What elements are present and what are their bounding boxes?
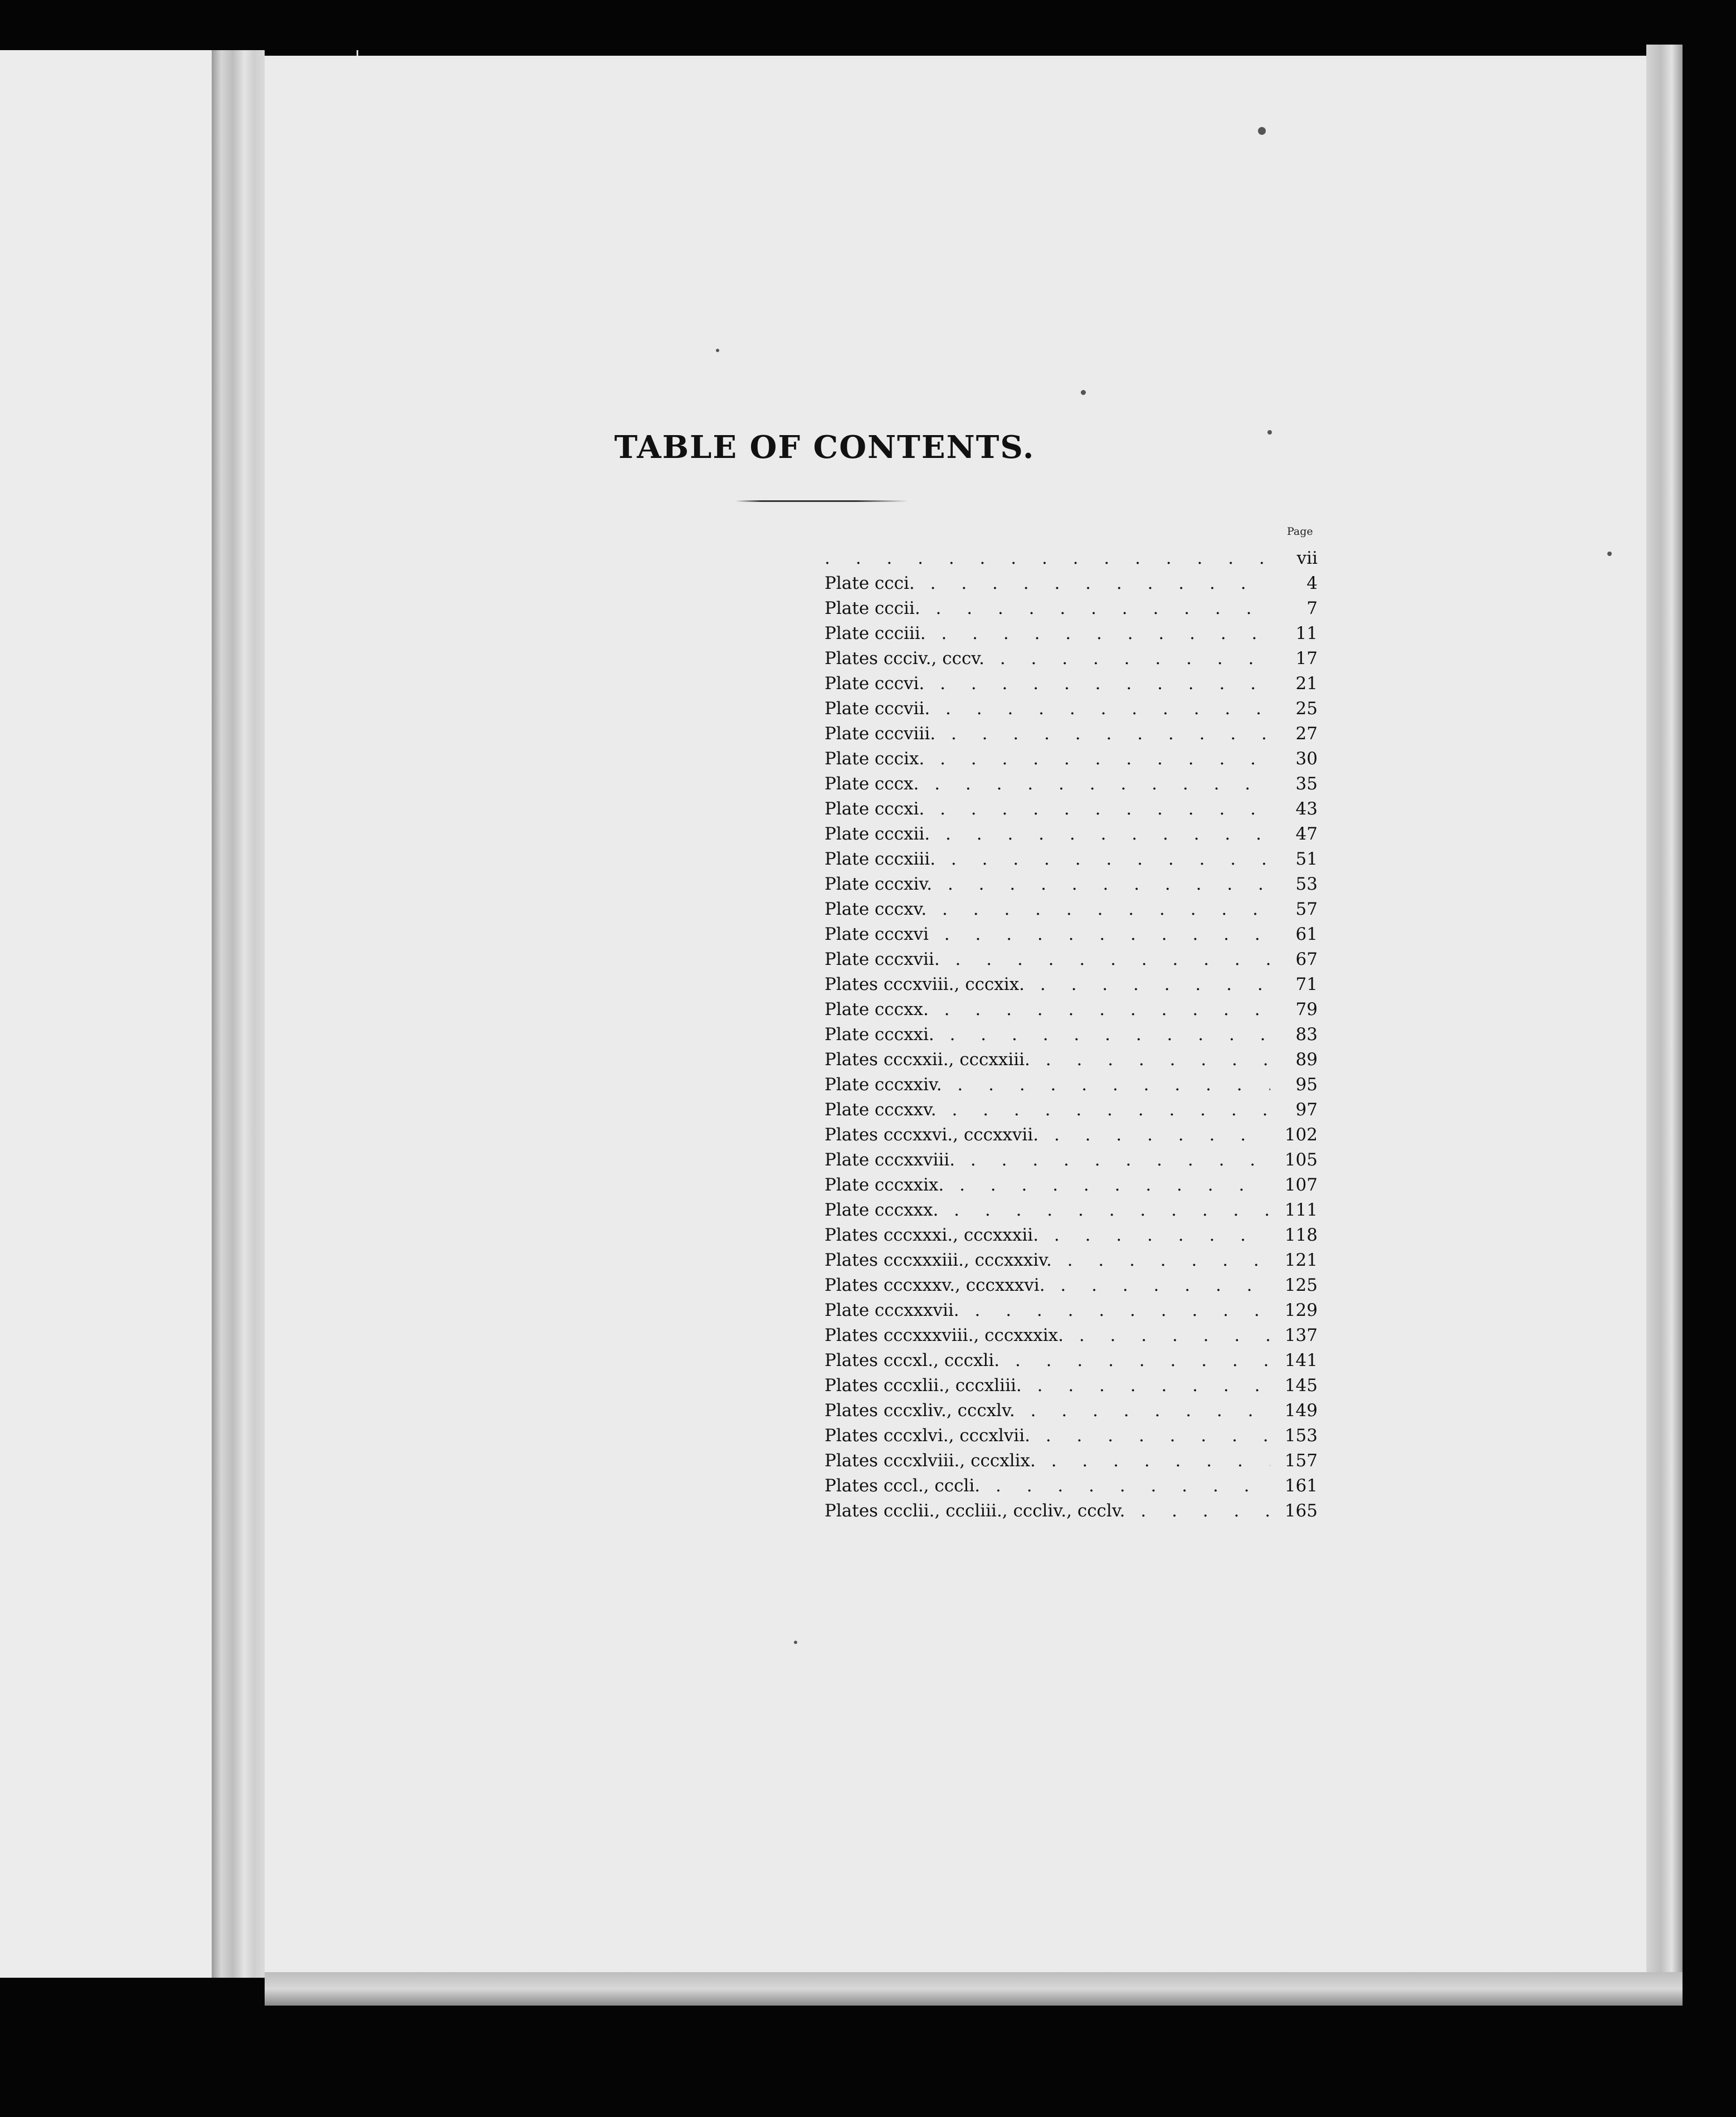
page-number: 4 <box>1279 571 1318 596</box>
plate-reference: Plate cccxv. . . <box>825 897 1270 922</box>
toc-row <box>337 1097 1318 1123</box>
page-number: 61 <box>1279 922 1318 947</box>
plate-reference: Plates cccxxxi., cccxxxii. . . <box>825 1223 1270 1248</box>
toc-row <box>337 822 1318 847</box>
toc-row <box>337 1348 1318 1373</box>
plate-reference: Plates cccxl., cccxli. . . <box>825 1348 1270 1373</box>
plate-reference: Plates cccxxxiii., cccxxxiv. . . <box>825 1248 1270 1273</box>
toc-row <box>337 721 1318 747</box>
page-number: vii <box>1279 546 1318 571</box>
plate-reference: Plate cccxxxvii. . . <box>825 1298 1270 1323</box>
page-number: 21 <box>1279 671 1318 696</box>
toc-row <box>337 897 1318 922</box>
plate-reference: Plates cccxlvi., cccxlvii. . . <box>825 1423 1270 1448</box>
speck <box>794 1641 797 1644</box>
left-page <box>0 50 212 1978</box>
speck <box>1081 390 1086 395</box>
plate-reference: Plates cccxxii., cccxxiii. . . <box>825 1047 1270 1072</box>
plate-reference: Plate cccxxviii. . . <box>825 1148 1270 1173</box>
page-number: 157 <box>1279 1448 1318 1474</box>
speck <box>1607 552 1612 556</box>
toc-row <box>337 1223 1318 1248</box>
toc-row <box>337 1198 1318 1223</box>
toc-row <box>337 1373 1318 1398</box>
book-gutter <box>212 50 265 1978</box>
plate-reference: Plate cccxvii. . . <box>825 947 1270 972</box>
plate-reference: Plates cccxliv., cccxlv. . . <box>825 1398 1270 1423</box>
page-number: 111 <box>1279 1198 1318 1223</box>
page-column-header: Page <box>1287 525 1313 538</box>
page-number: 51 <box>1279 847 1318 872</box>
page-number: 95 <box>1279 1072 1318 1097</box>
toc-row <box>337 997 1318 1022</box>
plate-reference: Plate cccviii. . . <box>825 721 1270 747</box>
toc-row <box>337 847 1318 872</box>
toc-row <box>337 1298 1318 1323</box>
plate-reference: Plate cccxxv. . . <box>825 1097 1270 1123</box>
plate-reference: Plate cccx. . . <box>825 772 1270 797</box>
page-number: 79 <box>1279 997 1318 1022</box>
toc-row <box>337 1499 1318 1524</box>
plate-reference: Plate cccxxiv. . . <box>825 1072 1270 1097</box>
plate-reference: Plates ccciv., cccv. . . <box>825 646 1270 671</box>
page-number: 107 <box>1279 1173 1318 1198</box>
toc-row <box>337 1273 1318 1298</box>
toc-row <box>337 747 1318 772</box>
toc-row <box>337 671 1318 696</box>
toc-row <box>337 1072 1318 1097</box>
page-number: 141 <box>1279 1348 1318 1373</box>
speck <box>716 349 719 352</box>
plate-reference: Plates cccxxxv., cccxxxvi. . . <box>825 1273 1270 1298</box>
plate-reference: Plate cccxiii. . . <box>825 847 1270 872</box>
toc-row <box>337 1022 1318 1047</box>
page-number: 97 <box>1279 1097 1318 1123</box>
plate-reference: Plates cccl., cccli. . . <box>825 1474 1270 1499</box>
page-number: 71 <box>1279 972 1318 997</box>
toc-row <box>337 546 1318 571</box>
page-number: 53 <box>1279 872 1318 897</box>
plate-reference: Plate cccii. . . <box>825 596 1270 621</box>
plate-reference: Plates ccclii., cccliii., cccliv., ccclv. . . <box>825 1499 1270 1524</box>
table-of-contents <box>337 546 1318 1524</box>
page-number: 27 <box>1279 721 1318 747</box>
page-number: 137 <box>1279 1323 1318 1348</box>
page-number: 17 <box>1279 646 1318 671</box>
page-number: 145 <box>1279 1373 1318 1398</box>
toc-row <box>337 621 1318 646</box>
plate-reference: Plate cccvii. . . <box>825 696 1270 721</box>
page-number: 7 <box>1279 596 1318 621</box>
toc-row <box>337 797 1318 822</box>
speck <box>1267 430 1272 435</box>
page-number: 83 <box>1279 1022 1318 1047</box>
toc-row <box>337 596 1318 621</box>
plate-reference: Plate cccvi. . . <box>825 671 1270 696</box>
page-number: 125 <box>1279 1273 1318 1298</box>
page-number: 25 <box>1279 696 1318 721</box>
toc-row <box>337 646 1318 671</box>
plate-reference: Plates cccxlii., cccxliii. . . <box>825 1373 1270 1398</box>
plate-reference: Plate cccix. . . <box>825 747 1270 772</box>
plate-reference: Plate ccciii. . . <box>825 621 1270 646</box>
page-number: 121 <box>1279 1248 1318 1273</box>
plate-reference: Plates cccxlviii., cccxlix. . . <box>825 1448 1270 1474</box>
plate-reference: Plate cccxii. . . <box>825 822 1270 847</box>
toc-row <box>337 872 1318 897</box>
plate-reference: Plate cccxxi. . . <box>825 1022 1270 1047</box>
page-number: 57 <box>1279 897 1318 922</box>
toc-row <box>337 1448 1318 1474</box>
page-number: 129 <box>1279 1298 1318 1323</box>
page-number: 153 <box>1279 1423 1318 1448</box>
plate-reference: Plates cccxxvi., cccxxvii. . . <box>825 1123 1270 1148</box>
toc-row <box>337 1123 1318 1148</box>
toc-row <box>337 1323 1318 1348</box>
page-number: 67 <box>1279 947 1318 972</box>
plate-reference: Plate cccxxix. . . <box>825 1173 1270 1198</box>
toc-row <box>337 1148 1318 1173</box>
plate-reference: Plate ccci. . . <box>825 571 1270 596</box>
page-number: 118 <box>1279 1223 1318 1248</box>
plate-reference: Plate cccxxx. . . <box>825 1198 1270 1223</box>
page-number: 35 <box>1279 772 1318 797</box>
plate-reference: Plates cccxxxviii., cccxxxix. . . <box>825 1323 1270 1348</box>
plate-reference: Plates cccxviii., cccxix. . . <box>825 972 1270 997</box>
page-title: TABLE OF CONTENTS. <box>614 429 1035 466</box>
speck <box>1258 127 1266 135</box>
toc-row <box>337 1248 1318 1273</box>
page-number: 149 <box>1279 1398 1318 1423</box>
page-number: 161 <box>1279 1474 1318 1499</box>
toc-row <box>337 1398 1318 1423</box>
plate-reference <box>825 546 1270 571</box>
plate-reference: Plate cccxi. . . <box>825 797 1270 822</box>
toc-row <box>337 772 1318 797</box>
toc-row <box>337 1173 1318 1198</box>
toc-row <box>337 947 1318 972</box>
page-number: 105 <box>1279 1148 1318 1173</box>
plate-reference: Plate cccxvi . . <box>825 922 1270 947</box>
toc-row <box>337 1047 1318 1072</box>
title-rule <box>735 500 908 502</box>
page-number: 11 <box>1279 621 1318 646</box>
toc-row <box>337 1423 1318 1448</box>
toc-row <box>337 972 1318 997</box>
page-number: 47 <box>1279 822 1318 847</box>
page-number: 43 <box>1279 797 1318 822</box>
page-number: 102 <box>1279 1123 1318 1148</box>
plate-reference: Plate cccxiv. . . <box>825 872 1270 897</box>
page-number: 89 <box>1279 1047 1318 1072</box>
page-edge <box>1646 45 1683 2006</box>
plate-reference: Plate cccxx. . . <box>825 997 1270 1022</box>
page-bottom-edge <box>265 1972 1683 2006</box>
toc-row <box>337 1474 1318 1499</box>
page-number: 165 <box>1279 1499 1318 1524</box>
page-number: 30 <box>1279 747 1318 772</box>
toc-row <box>337 571 1318 596</box>
toc-row <box>337 696 1318 721</box>
toc-row <box>337 922 1318 947</box>
